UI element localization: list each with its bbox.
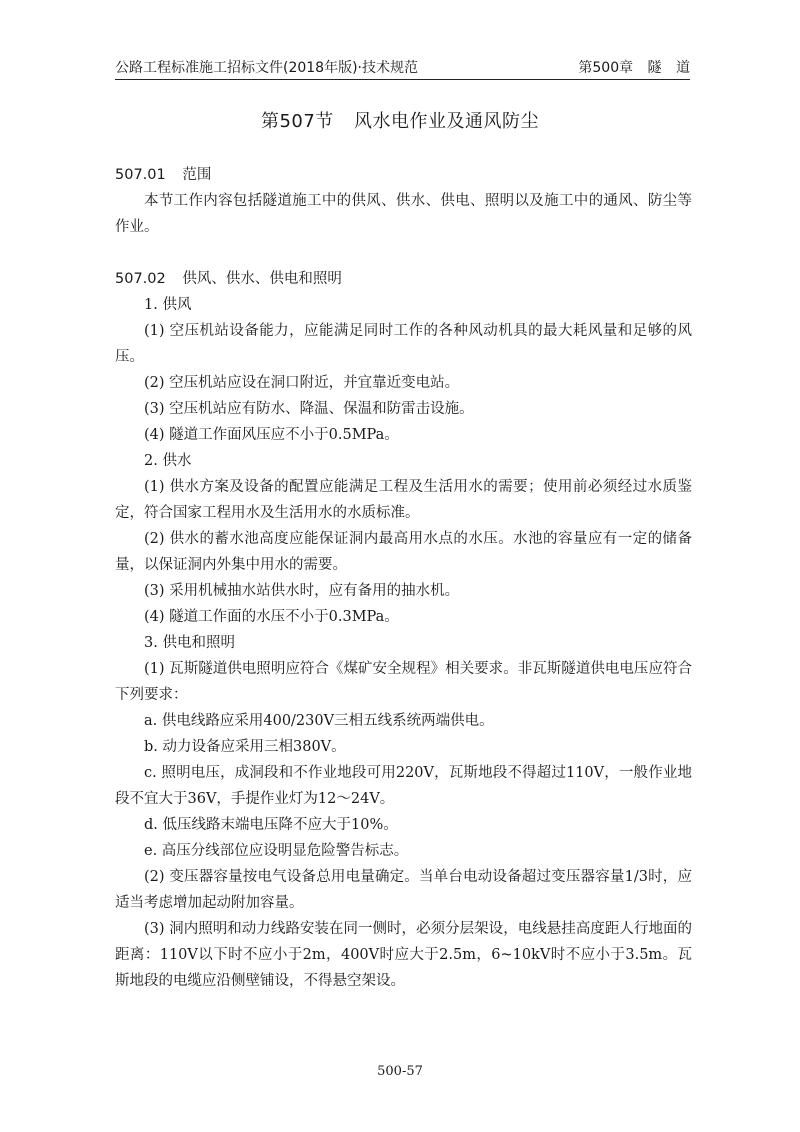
paragraph-gap — [115, 240, 692, 266]
body-paragraph: (1) 瓦斯隧道供电照明应符合《煤矿安全规程》相关要求。非瓦斯隧道供电电压应符合下列要求： — [115, 661, 692, 703]
body-paragraph: a. 供电线路应采用400/230V三相五线系统两端供电。 — [144, 713, 494, 729]
body-paragraph: (2) 空压机站应设在洞口附近，并宜靠近变电站。 — [144, 375, 460, 391]
clause-heading-text: 507.02 供风、供水、供电和照明 — [115, 271, 342, 287]
document-body — [115, 162, 692, 994]
body-paragraph: (2) 供水的蓄水池高度应能保证洞内最高用水点的水压。水池的容量应有一定的储备量，以保证洞内外集中用水的需要。 — [115, 531, 692, 573]
header-document-title: 公路工程标准施工招标文件(2018年版)·技术规范 — [115, 60, 419, 76]
body-paragraph: 3. 供电和照明 — [144, 635, 235, 651]
body-paragraph: (3) 空压机站应有防水、降温、保温和防雷击设施。 — [144, 401, 474, 417]
body-paragraph: c. 照明电压，成洞段和不作业地段可用220V，瓦斯地段不得超过110V，一般作业地段不宜大于36V，手提作业灯为12～24V。 — [115, 765, 692, 807]
body-paragraph: (1) 供水方案及设备的配置应能满足工程及生活用水的需要；使用前必须经过水质鉴定，符合国家工程用水及生活用水的水质标准。 — [115, 479, 692, 521]
body-paragraph: (1) 空压机站设备能力，应能满足同时工作的各种风动机具的最大耗风量和足够的风压。 — [115, 323, 692, 365]
clause-heading-text: 507.01 范围 — [115, 167, 212, 183]
body-paragraph: (3) 洞内照明和动力线路安装在同一侧时，必须分层架设，电线悬挂高度距人行地面的距离：110V以下时不应小于2m，400V时应大于2.5m，6~10kV时不应小于3.5m。瓦斯地段的电缆应沿侧壁铺设，不得悬空架设。 — [115, 921, 692, 989]
clause-heading — [115, 162, 692, 188]
clause-heading — [115, 266, 692, 292]
body-paragraph: (4) 隧道工作面的水压不小于0.3MPa。 — [144, 609, 399, 625]
body-paragraph: e. 高压分线部位应设明显危险警告标志。 — [144, 843, 409, 859]
page-number: 500-57 — [377, 1064, 423, 1079]
header-divider — [115, 79, 690, 80]
body-paragraph: (2) 变压器容量按电气设备总用电量确定。当单台电动设备超过变压器容量1/3时，应适当考虑增加起动附加容量。 — [115, 869, 692, 911]
section-title: 第507节 风水电作业及通风防尘 — [260, 111, 540, 132]
body-paragraph: (3) 采用机械抽水站供水时，应有备用的抽水机。 — [144, 583, 460, 599]
body-paragraph: 2. 供水 — [144, 453, 192, 469]
body-paragraph: d. 低压线路末端电压降不应大于10%。 — [144, 817, 398, 833]
body-paragraph: 本节工作内容包括隧道施工中的供风、供水、供电、照明以及施工中的通风、防尘等作业。 — [115, 193, 692, 235]
body-paragraph: 1. 供风 — [144, 297, 192, 313]
body-paragraph: b. 动力设备应采用三相380V。 — [144, 739, 346, 755]
body-paragraph: (4) 隧道工作面风压应不小于0.5MPa。 — [144, 427, 399, 443]
header-chapter-title: 第500章 隧 道 — [578, 60, 690, 76]
